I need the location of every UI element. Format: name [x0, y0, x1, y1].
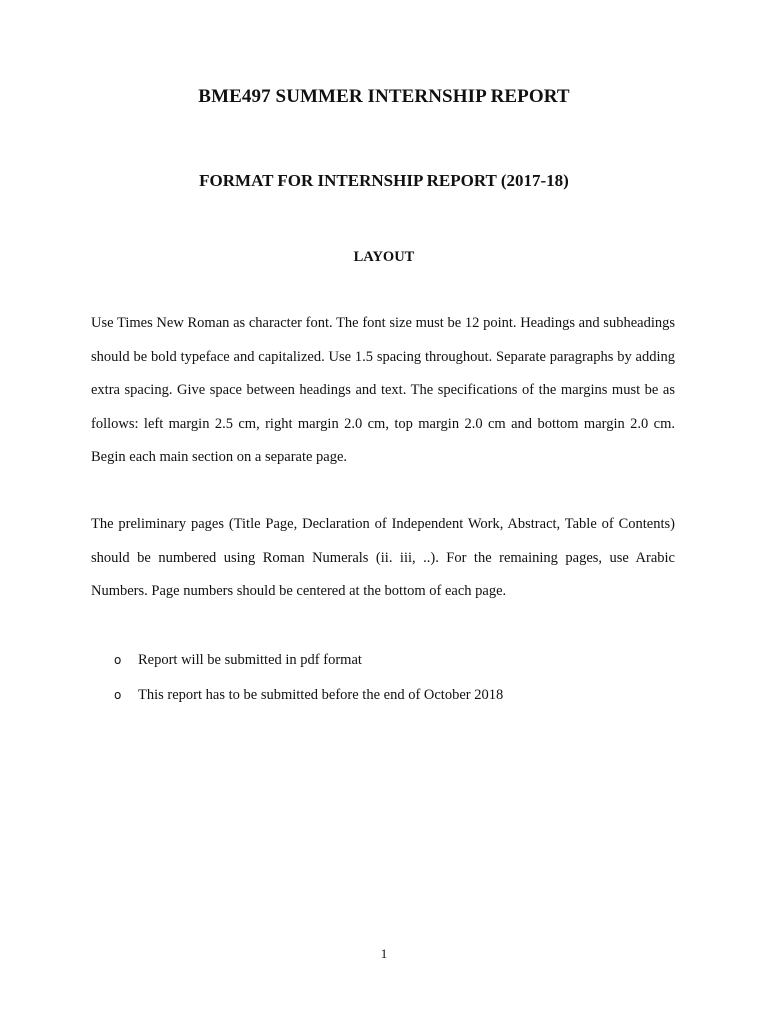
section-heading-layout: LAYOUT: [353, 249, 415, 265]
bullet-text: Report will be submitted in pdf format: [138, 652, 362, 668]
paragraph-font-and-margins: Use Times New Roman as character font. The font size must be 12 point. Headings and subheadings should be bold typeface and capitalized. Use 1.5 spacing throughout. Separate paragraphs by adding extra spacing. Give space between headings and text. The specifications of the margins must be as follows: left margin 2.5 cm, right margin 2.0 cm, top margin 2.0 cm and bottom margin 2.0 cm. Begin each main section on a separate page.: [91, 315, 675, 465]
list-item: [0, 644, 768, 679]
bullet-list: [0, 644, 768, 714]
bullet-circle-icon: o: [114, 653, 122, 667]
document-title: BME497 SUMMER INTERNSHIP REPORT: [198, 86, 570, 107]
bullet-text: This report has to be submitted before the end of October 2018: [138, 687, 504, 703]
bullet-circle-icon: o: [114, 688, 122, 702]
paragraph-page-numbering: The preliminary pages (Title Page, Declaration of Independent Work, Abstract, Table of Contents) should be numbered using Roman Numerals (ii. iii, ..). For the remaining pages, use Arabic Numbers. Page numbers should be centered at the bottom of each page.: [91, 516, 675, 599]
page-number: 1: [380, 946, 388, 961]
list-item: [0, 679, 768, 714]
document-subtitle: FORMAT FOR INTERNSHIP REPORT (2017-18): [199, 171, 569, 190]
